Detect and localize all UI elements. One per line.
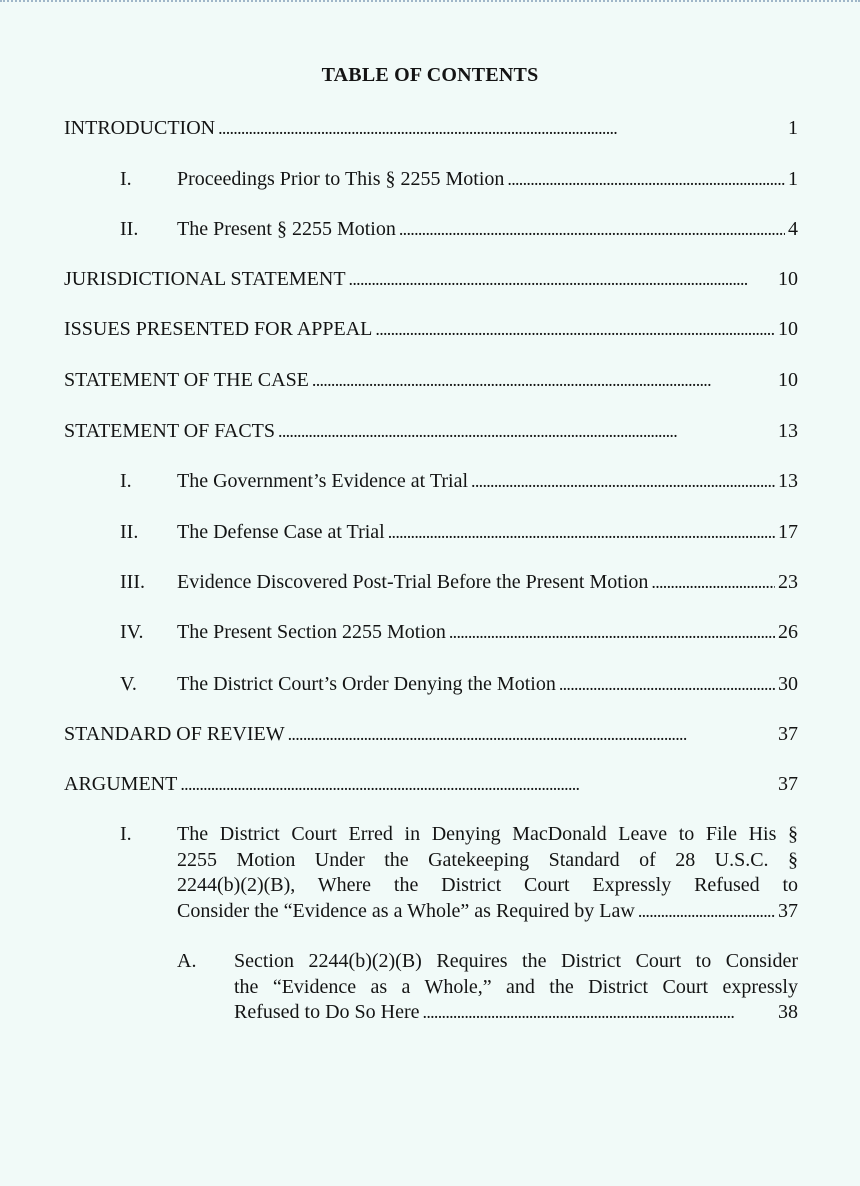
toc-entry-text: STATEMENT OF FACTS — [64, 420, 276, 442]
toc-entry-text: Refused to Do So Here — [234, 1001, 420, 1023]
toc-entry-standard-of-review — [64, 721, 798, 747]
toc-entry-number: I. — [120, 168, 132, 190]
toc-entry-statement-of-facts — [64, 418, 798, 444]
toc-page-number: 13 — [778, 420, 798, 442]
toc-entry-line: Section 2244(b)(2)(B) Requires the District Court to Consider — [234, 950, 798, 972]
toc-entry-text: ARGUMENT — [64, 773, 178, 795]
toc-entry-line: The District Court Erred in Denying MacDonald Leave to File His § — [177, 823, 798, 845]
toc-entry-text: The District Court’s Order Denying the Motion — [177, 673, 556, 695]
toc-page-number: 37 — [778, 723, 798, 745]
toc-entry-defense-case — [120, 519, 798, 545]
toc-entry-number: I. — [120, 470, 132, 492]
dot-leader — [288, 721, 775, 747]
toc-page-number: 30 — [778, 673, 798, 695]
toc-entry-body — [234, 949, 798, 1026]
toc-page-number: 10 — [778, 318, 798, 340]
dot-leader — [507, 166, 785, 192]
toc-page-number: 38 — [778, 1001, 798, 1023]
toc-entry-argument-i — [120, 822, 798, 926]
dot-leader — [388, 519, 775, 545]
toc-entry-number: IV. — [120, 621, 144, 643]
toc-entry-text: Proceedings Prior to This § 2255 Motion — [177, 168, 505, 190]
toc-entry-number: V. — [120, 673, 137, 695]
toc-entry-government-evidence — [120, 468, 798, 494]
toc-entry-number: A. — [177, 950, 197, 972]
toc-entry-text: Consider the “Evidence as a Whole” as Required by Law — [177, 899, 635, 922]
toc-entry-district-court-order — [120, 671, 798, 697]
toc-page-number: 10 — [778, 369, 798, 391]
toc-entry-number: III. — [120, 571, 145, 593]
toc-entry-line: 2255 Motion Under the Gatekeeping Standard of 28 U.S.C. § — [177, 848, 798, 871]
toc-entry-present-section-motion — [120, 619, 798, 645]
dot-leader — [423, 1000, 775, 1026]
toc-entry-text: Evidence Discovered Post-Trial Before the Present Motion — [177, 571, 649, 593]
toc-entry-text: STATEMENT OF THE CASE — [64, 369, 309, 391]
dot-leader — [278, 418, 775, 444]
toc-entry-argument-i-a — [177, 949, 798, 1027]
toc-entry-argument — [64, 771, 798, 797]
toc-entry-proceedings-prior — [120, 166, 798, 192]
toc-entry-issues-presented — [64, 316, 798, 342]
dot-leader — [449, 619, 775, 645]
dot-leader — [638, 899, 775, 925]
toc-entry-number: II. — [120, 218, 139, 240]
toc-entry-line: 2244(b)(2)(B), Where the District Court Expressly Refused to — [177, 874, 798, 896]
toc-entry-text: The Government’s Evidence at Trial — [177, 470, 469, 492]
dot-leader — [399, 216, 785, 242]
toc-page-number: 37 — [778, 899, 798, 922]
toc-page-number: 13 — [778, 470, 798, 492]
toc-entry-body — [177, 822, 798, 924]
toc-page-number: 23 — [778, 571, 798, 593]
toc-page-number: 10 — [778, 268, 798, 290]
dot-leader — [375, 316, 775, 342]
toc-entry-evidence-post-trial — [120, 569, 798, 595]
toc-page-number: 37 — [778, 773, 798, 795]
toc-entry-jurisdictional-statement — [64, 266, 798, 292]
toc-page-number: 1 — [788, 117, 798, 139]
toc-entry-line-last — [234, 1000, 798, 1026]
toc-entry-text: The Present Section 2255 Motion — [177, 621, 446, 643]
toc-entry-line: the “Evidence as a Whole,” and the District Court expressly — [234, 975, 798, 998]
page-title: TABLE OF CONTENTS — [321, 64, 539, 86]
toc-entry-introduction — [64, 115, 798, 141]
dot-leader — [559, 671, 775, 697]
toc-entry-text: ISSUES PRESENTED FOR APPEAL — [64, 318, 373, 340]
dot-leader — [180, 771, 775, 797]
toc-page-number: 1 — [788, 168, 798, 190]
toc-entry-text: INTRODUCTION — [64, 117, 216, 139]
toc-page-number: 4 — [788, 218, 798, 240]
dot-leader — [312, 367, 775, 393]
toc-entry-line-last — [177, 899, 798, 925]
dot-leader — [651, 569, 775, 595]
toc-entry-text: JURISDICTIONAL STATEMENT — [64, 268, 346, 290]
dot-leader — [349, 266, 775, 292]
toc-page-number: 26 — [778, 621, 798, 643]
dot-leader — [471, 468, 775, 494]
toc-entry-number: I. — [120, 823, 132, 845]
toc-entry-text: The Present § 2255 Motion — [177, 218, 396, 240]
toc-entry-text: The Defense Case at Trial — [177, 521, 385, 543]
toc-entry-present-motion — [120, 216, 798, 242]
toc-page-number: 17 — [778, 521, 798, 543]
dot-leader — [218, 115, 785, 141]
toc-entry-text: STANDARD OF REVIEW — [64, 723, 285, 745]
toc-entry-statement-of-case — [64, 367, 798, 393]
toc-entry-number: II. — [120, 521, 139, 543]
